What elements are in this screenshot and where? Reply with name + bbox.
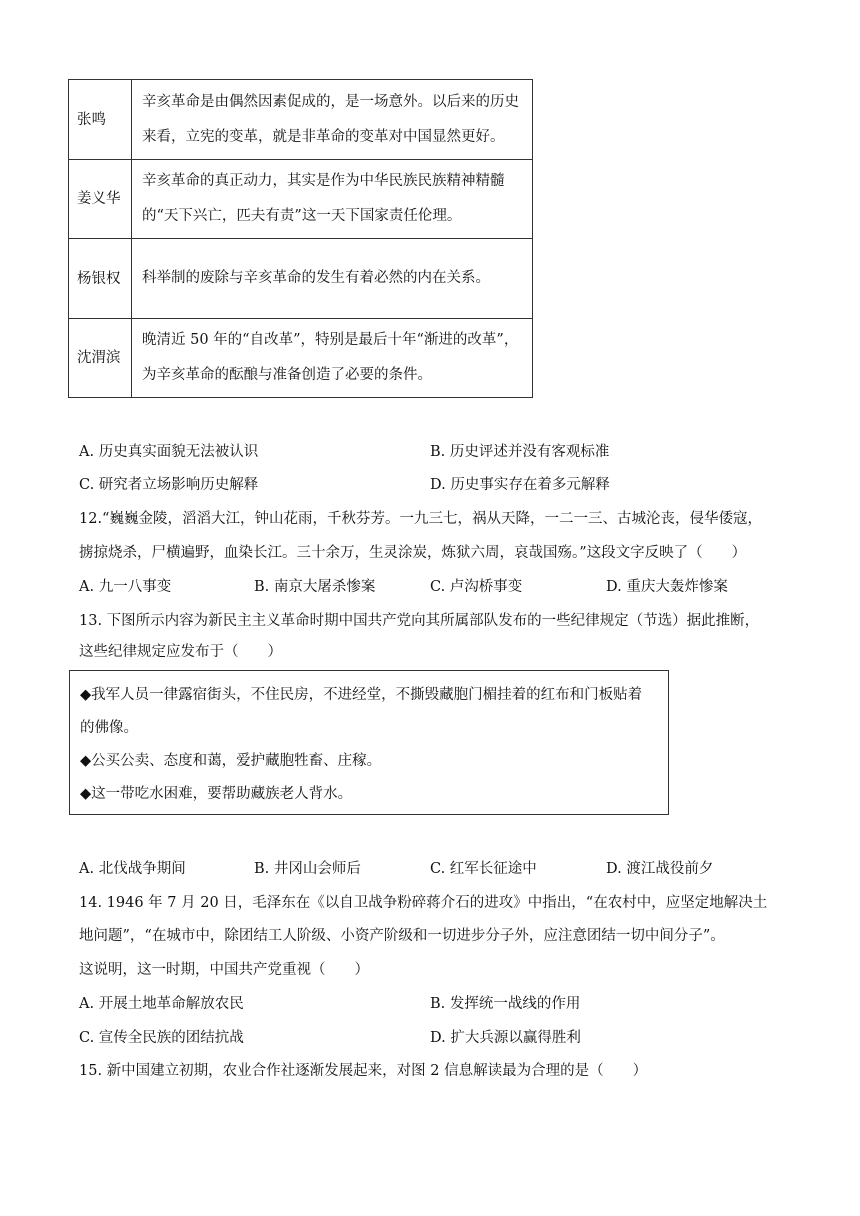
option-b[interactable]: B. 井冈山会师后 xyxy=(254,861,361,877)
question-13-line-2: 这些纪律规定应发布于（ ） xyxy=(79,644,282,660)
scholar-view: 晚清近 50 年的“自改革”，特别是最后十年“渐进的改革”，为辛亥革命的酝酿与准备创造了必要的条件。 xyxy=(132,319,533,398)
question-14-line-2: 地问题”，“在城市中，除团结工人阶级、小资产阶级和一切进步分子外，应注意团结一切中间分子”。 xyxy=(79,928,725,944)
option-c[interactable]: C. 宣传全民族的团结抗战 xyxy=(79,1030,244,1046)
option-b[interactable]: B. 发挥统一战线的作用 xyxy=(430,996,581,1012)
scholar-name: 姜义华 xyxy=(69,160,132,239)
table-row xyxy=(69,80,533,160)
option-d[interactable]: D. 渡江战役前夕 xyxy=(606,861,714,877)
option-c[interactable]: C. 红军长征途中 xyxy=(430,861,537,877)
scholar-view: 辛亥革命的真正动力，其实是作为中华民族民族精神精髓的“天下兴亡，匹夫有责”这一天下国家责任伦理。 xyxy=(132,160,533,239)
option-d[interactable]: D. 历史事实存在着多元解释 xyxy=(430,477,610,493)
viewpoint-table xyxy=(68,79,533,398)
rule-item: ◆我军人员一律露宿街头，不住民房，不进经堂，不撕毁藏胞门楣挂着的红布和门板贴着 xyxy=(80,687,643,703)
table-row xyxy=(69,239,533,319)
rule-item: ◆这一带吃水困难，要帮助藏族老人背水。 xyxy=(80,786,353,802)
discipline-rules-box xyxy=(69,670,669,815)
option-d[interactable]: D. 重庆大轰炸惨案 xyxy=(606,579,728,595)
table-row xyxy=(69,160,533,239)
rule-item: ◆公买公卖、态度和蔼，爱护藏胞牲畜、庄稼。 xyxy=(80,753,382,769)
table-row xyxy=(69,319,533,398)
option-c[interactable]: C. 卢沟桥事变 xyxy=(430,579,523,595)
question-14-line-3: 这说明，这一时期，中国共产党重视（ ） xyxy=(79,962,369,978)
question-12-line-1: 12.“巍巍金陵，滔滔大江，钟山花雨，千秋芬芳。一九三七，祸从天降，一二一三、古城沦丧，侵华倭寇， xyxy=(79,511,762,527)
option-c[interactable]: C. 研究者立场影响历史解释 xyxy=(79,477,259,493)
question-15-line-1: 15. 新中国建立初期，农业合作社逐渐发展起来，对图 2 信息解读最为合理的是（ ） xyxy=(79,1063,648,1079)
option-b[interactable]: B. 历史评述并没有客观标准 xyxy=(430,444,610,460)
rule-item: 的佛像。 xyxy=(80,720,138,736)
option-a[interactable]: A. 九一八事变 xyxy=(79,579,172,595)
question-14-line-1: 14. 1946 年 7 月 20 日，毛泽东在《以自卫战争粉碎蒋介石的进攻》中指出，“在农村中，应坚定地解决土 xyxy=(79,895,768,911)
scholar-name: 张鸣 xyxy=(69,80,132,160)
scholar-name: 沈渭滨 xyxy=(69,319,132,398)
option-d[interactable]: D. 扩大兵源以赢得胜利 xyxy=(430,1030,581,1046)
scholar-name: 杨银权 xyxy=(69,239,132,319)
question-12-line-2: 掳掠烧杀，尸横遍野，血染长江。三十余万，生灵涂炭，炼狱六周，哀哉国殇。”这段文字反映了（ ） xyxy=(79,545,747,561)
option-a[interactable]: A. 历史真实面貌无法被认识 xyxy=(79,444,259,460)
scholar-view: 科举制的废除与辛亥革命的发生有着必然的内在关系。 xyxy=(132,239,533,319)
option-a[interactable]: A. 开展土地革命解放农民 xyxy=(79,996,244,1012)
option-a[interactable]: A. 北伐战争期间 xyxy=(79,861,186,877)
option-b[interactable]: B. 南京大屠杀惨案 xyxy=(254,579,376,595)
question-13-line-1: 13. 下图所示内容为新民主主义革命时期中国共产党向其所属部队发布的一些纪律规定（节选）据此推断， xyxy=(79,613,760,629)
scholar-view: 辛亥革命是由偶然因素促成的，是一场意外。以后来的历史来看，立宪的变革，就是非革命的变革对中国显然更好。 xyxy=(132,80,533,160)
